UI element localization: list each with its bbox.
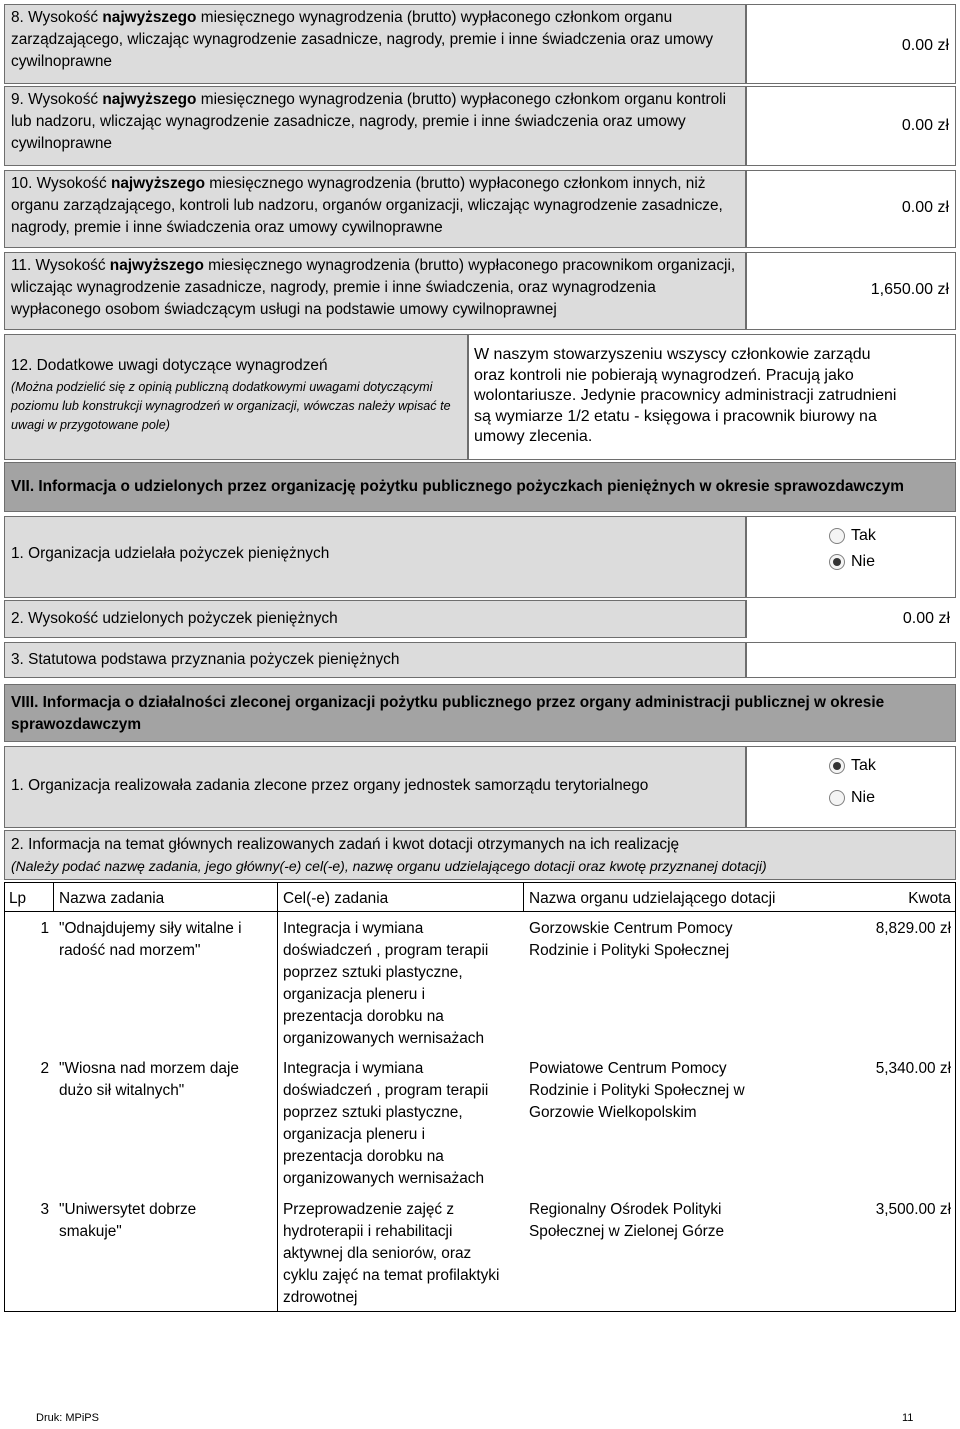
loans-given-radio-group: [746, 516, 956, 598]
row-lp: 1: [40, 920, 49, 937]
column-header-task-name: Nazwa zadania: [59, 890, 165, 907]
remarks-hint: (Można podzielić się z opinią publiczną dodatkowymi uwagami dotyczącymi poziomu lub konstrukcji wynagrodzeń w organizacji, wówczas należy wpisać te uwagi w przygotowane pole): [11, 380, 451, 432]
commissioned-tasks-question: 1. Organizacja realizowała zadania zlecone przez organy jednostek samorządu terytorialnego: [4, 746, 746, 828]
remarks-title: 12. Dodatkowe uwagi dotyczące wynagrodzeń: [11, 357, 328, 374]
row-amount: 5,340.00 zł: [875, 1060, 951, 1077]
remarks-text-line: wolontariusze. Jedynie pracownicy administracji zatrudnieni: [474, 387, 897, 404]
table-row: [5, 916, 955, 1056]
radio-button-selected-icon[interactable]: [829, 554, 845, 570]
row-lp: 3: [40, 1201, 49, 1218]
row-goals: Integracja i wymiana doświadczeń , program terapii poprzez sztuki plastyczne, organizacja pleneru i prezentacja dorobku na organizowanych wernisażach: [283, 920, 489, 1047]
remarks-textarea[interactable]: [468, 334, 956, 460]
salary-value-9: [746, 86, 956, 166]
footer-print-label: Druk: MPiPS: [36, 1412, 99, 1424]
row-task-name: "Wiosna nad morzem daje dużo sił witalnych": [59, 1060, 239, 1099]
footer-page-number: 11: [902, 1412, 914, 1424]
salary-question-9: 9. Wysokość najwyższego miesięcznego wynagrodzenia (brutto) wypłaconego członkom organu kontroli lub nadzoru, wliczając wynagrodzenie zasadnicze, nagrody, premie i inne świadczenia oraz umowy cywilnoprawne: [4, 86, 746, 166]
remarks-text-line: są wymiarze 1/2 etatu - księgowa i pracownik biurowy na: [474, 407, 877, 425]
row-lp: 2: [40, 1060, 49, 1077]
salary-value-11: [746, 252, 956, 330]
column-header-organ: Nazwa organu udzielającego dotacji: [529, 890, 776, 907]
remarks-text-line: W naszym stowarzyszeniu wszyscy członkowie zarządu: [474, 346, 871, 363]
row-organ: Powiatowe Centrum Pomocy Rodzinie i Polityki Społecznej w Gorzowie Wielkopolskim: [529, 1060, 745, 1121]
radio-button-icon[interactable]: [829, 528, 845, 544]
loans-amount-question: 2. Wysokość udzielonych pożyczek pieniężnych: [4, 600, 746, 638]
loans-given-question: 1. Organizacja udzielała pożyczek pieniężnych: [4, 516, 746, 598]
salary-amount: 0.00 zł: [901, 117, 949, 134]
loans-basis-field[interactable]: [746, 642, 956, 678]
radio-no[interactable]: Nie: [829, 789, 875, 807]
row-goals: Przeprowadzenie zajęć z hydroterapii i rehabilitacji aktywnej dla seniorów, oraz cyklu zajęć na temat profilaktyki zdrowotnej: [283, 1201, 500, 1306]
row-amount: 3,500.00 zł: [875, 1201, 951, 1218]
salary-question-8: 8. Wysokość najwyższego miesięcznego wynagrodzenia (brutto) wypłaconego członkom organu zarządzającego, wliczając wynagrodzenie zasadnicze, nagrody, premie i inne świadczenia oraz umowy cywilnoprawne: [4, 4, 746, 84]
section-8-header: VIII. Informacja o działalności zleconej organizacji pożytku publicznego przez organy administracji publicznej w okresie sprawozdawczym: [4, 684, 956, 742]
salary-question-11: 11. Wysokość najwyższego miesięcznego wynagrodzenia (brutto) wypłaconego pracownikom organizacji, wliczając wynagrodzenie zasadnicze, nagrody, premie i inne świadczenia, oraz wynagrodzenia wypłaconego osobom świadczącym usługi na podstawie umowy cywilnoprawnej: [4, 252, 746, 330]
radio-button-selected-icon[interactable]: [829, 758, 845, 774]
table-row: [5, 1197, 955, 1311]
loans-amount-value: 0.00 zł: [902, 610, 950, 627]
loans-basis-question: 3. Statutowa podstawa przyznania pożyczek pieniężnych: [4, 642, 746, 678]
salary-amount: 1,650.00 zł: [870, 281, 949, 298]
tasks-info-header: 2. Informacja na temat głównych realizowanych zadań i kwot dotacji otrzymanych na ich realizację (Należy podać nazwę zadania, jego główny(-e) cel(-e), nazwę organu udzielającego dotacji oraz kwotę przyznanej dotacji): [4, 830, 956, 880]
salary-question-10: 10. Wysokość najwyższego miesięcznego wynagrodzenia (brutto) wypłaconego członkom innych, niż organu zarządzającego, kontroli lub nadzoru, organów organizacji, wliczając wynagrodzenie zasadnicze, nagrody, premie i inne świadczenia oraz umowy cywilnoprawne: [4, 170, 746, 248]
remarks-text-line: oraz kontroli nie pobierają wynagrodzeń. Pracują jako: [474, 366, 854, 384]
radio-yes[interactable]: Tak: [829, 527, 876, 545]
radio-no[interactable]: Nie: [829, 553, 875, 571]
row-organ: Regionalny Ośrodek Polityki Społecznej w Zielonej Górze: [529, 1201, 725, 1240]
salary-amount: 0.00 zł: [901, 199, 949, 216]
column-header-amount: Kwota: [908, 890, 951, 907]
radio-button-icon[interactable]: [829, 790, 845, 806]
salary-value-10: [746, 170, 956, 248]
commissioned-tasks-radio-group: [746, 746, 956, 828]
radio-yes[interactable]: Tak: [829, 757, 876, 775]
remarks-text-line: umowy zlecenia.: [474, 428, 593, 445]
table-row: [5, 1056, 955, 1196]
row-organ: Gorzowskie Centrum Pomocy Rodzinie i Polityki Społecznej: [529, 920, 733, 959]
column-header-goals: Cel(-e) zadania: [283, 890, 389, 907]
salary-amount: 0.00 zł: [901, 37, 949, 54]
tasks-table: [4, 882, 956, 1312]
row-task-name: "Odnajdujemy siły witalne i radość nad morzem": [59, 920, 242, 959]
remarks-label-cell: [4, 334, 468, 460]
row-goals: Integracja i wymiana doświadczeń , program terapii poprzez sztuki plastyczne, organizacja pleneru i prezentacja dorobku na organizowanych wernisażach: [283, 1060, 489, 1187]
row-task-name: "Uniwersytet dobrze smakuje": [59, 1201, 197, 1240]
section-7-header: VII. Informacja o udzielonych przez organizację pożytku publicznego pożyczkach pieniężnych w okresie sprawozdawczym: [4, 462, 956, 512]
loans-amount-value-cell: [746, 600, 956, 638]
row-amount: 8,829.00 zł: [875, 920, 951, 937]
column-header-lp: Lp: [9, 890, 27, 907]
salary-value-8: [746, 4, 956, 84]
